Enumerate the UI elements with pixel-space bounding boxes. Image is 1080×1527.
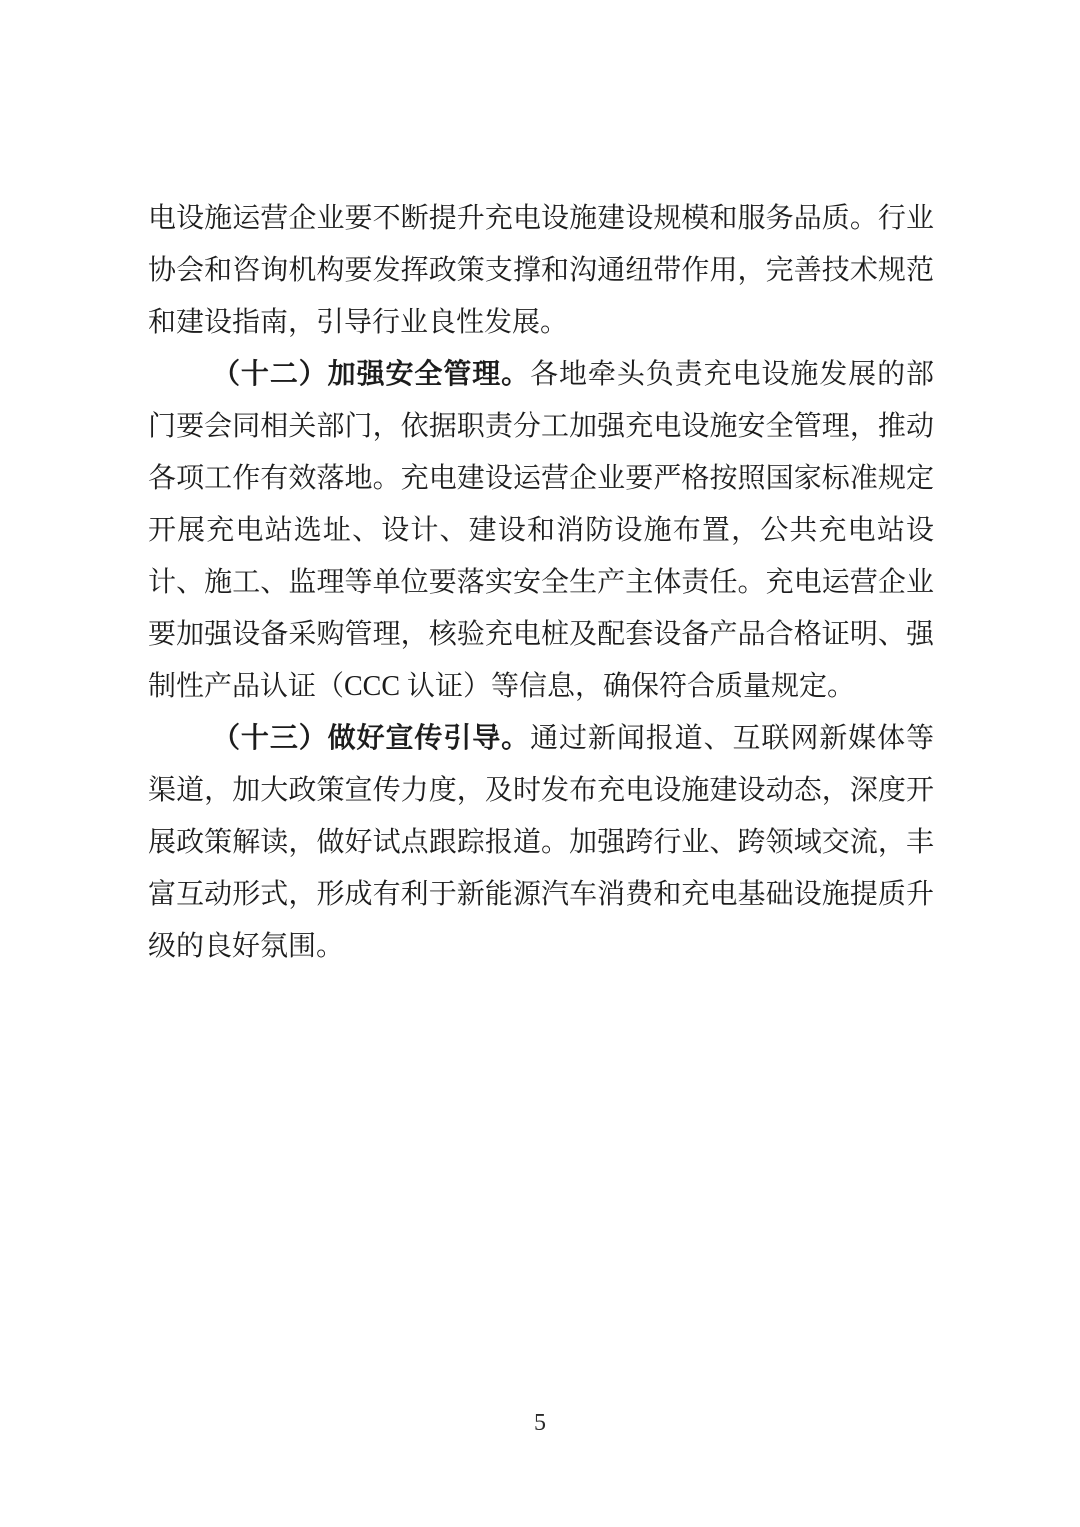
document-body (148, 193, 934, 973)
section-lead: （十三）做好宣传引导。 (212, 723, 531, 754)
paragraph-text: 通过新闻报道、互联网新媒体等渠道，加大政策宣传力度，及时发布充电设施建设动态，深度开展政策解读，做好试点跟踪报道。加强跨行业、跨领域交流，丰富互动形式，形成有利于新能源汽车消费和充电基础设施提质升级的良好氛围。 (148, 723, 934, 962)
paragraph-continued (148, 193, 934, 349)
paragraph-text: 电设施运营企业要不断提升充电设施建设规模和服务品质。行业协会和咨询机构要发挥政策支撑和沟通纽带作用，完善技术规范和建设指南，引导行业良性发展。 (148, 203, 934, 338)
paragraph-text: 各地牵头负责充电设施发展的部门要会同相关部门，依据职责分工加强充电设施安全管理，推动各项工作有效落地。充电建设运营企业要严格按照国家标准规定开展充电站选址、设计、建设和消防设施布置，公共充电站设计、施工、监理等单位要落实安全生产主体责任。充电运营企业要加强设备采购管理，核验充电桩及配套设备产品合格证明、强制性产品认证（CCC 认证）等信息，确保符合质量规定。 (148, 359, 934, 702)
paragraph-item-13 (148, 713, 934, 973)
section-lead: （十二）加强安全管理。 (212, 359, 531, 390)
page-number: 5 (534, 1410, 546, 1436)
paragraph-item-12 (148, 349, 934, 713)
